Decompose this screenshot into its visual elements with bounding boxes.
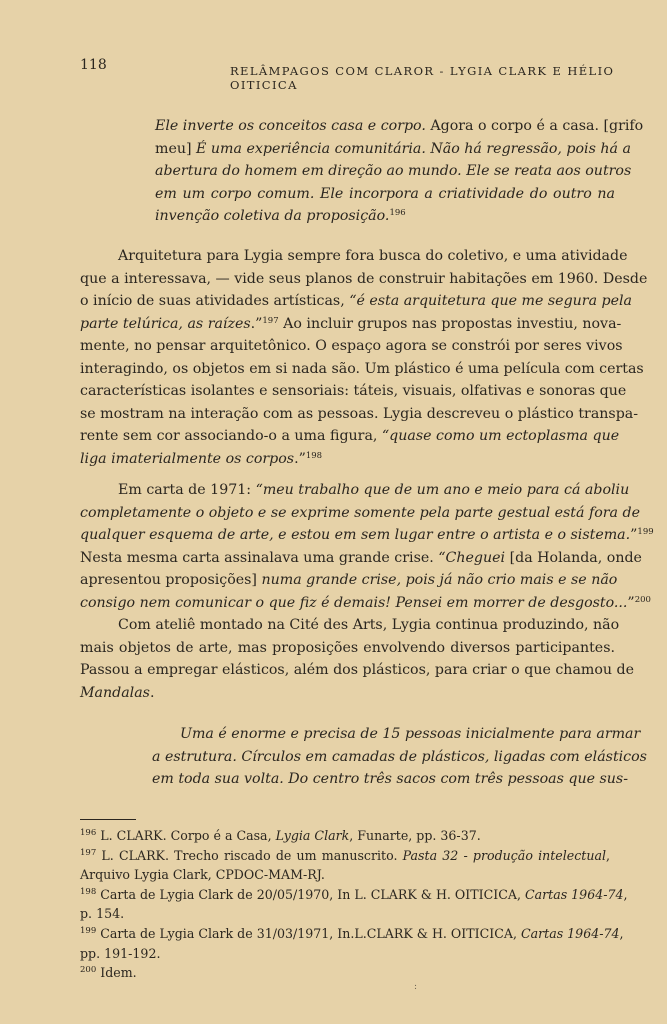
para2-line-4: Nesta mesma carta assinalava uma grande crise. “Cheguei [da Holanda, onde — [80, 549, 642, 566]
quote2-line-2: a estrutura. Círculos em camadas de plásticos, ligadas com elásticos — [152, 748, 647, 765]
quote2-line-1: Uma é enorme e precisa de 15 pessoas inicialmente para armar — [180, 726, 641, 742]
running-title: RELÂMPAGOS COM CLAROR - LYGIA CLARK E HÉLIO OITICICA — [230, 64, 615, 92]
para2-line-3: qualquer esquema de arte, e estou em sem lugar entre o artista e o sistema.”$^{199}$ — [80, 527, 654, 543]
para3-line-4: Mandalas. — [80, 684, 155, 701]
quote1-line-5: invenção coletiva da proposição.$^{196}$ — [155, 208, 406, 224]
block-quote-1 — [155, 115, 644, 228]
para2-line-5: apresentou proposições] numa grande crise, pois já não crio mais e se não — [80, 572, 618, 588]
para3-line-3: Passou a empregar elásticos, além dos plásticos, para criar o que chamou de — [80, 662, 635, 678]
para1-line-1: Arquitetura para Lygia sempre fora busca do coletivo, e uma atividade — [118, 248, 628, 264]
paragraph-3 — [80, 614, 635, 704]
quote1-line-1: Ele inverte os conceitos casa e corpo. Agora o corpo é a casa. [grifo — [155, 118, 644, 134]
para1-line-6: interagindo, os objetos em si nada são. Um plástico é uma película com certas — [80, 360, 644, 377]
quote1-line-2: meu] É uma experiência comunitária. Não há regressão, pois há a — [155, 140, 631, 157]
footnote-ref-200: 200 — [634, 594, 651, 605]
footnote-ref-199: 199 — [637, 527, 654, 537]
paragraph-1 — [80, 245, 648, 470]
page-mark: : — [414, 982, 418, 992]
footnotes — [80, 826, 628, 983]
quote1-line-3: abertura do homem em direção ao mundo. Ele se reata aos outros — [155, 163, 632, 179]
footnote-separator — [80, 819, 136, 820]
quote1-line-4: em um corpo comum. Ele incorpora a criatividade do outro na — [155, 185, 615, 202]
block-quote-2 — [152, 723, 647, 791]
footnote-ref-197: 197 — [262, 315, 279, 326]
page-number: 118 — [80, 57, 107, 73]
para1-line-4: parte telúrica, as raízes.”$^{197}$ Ao incluir grupos nas propostas investiu, nova- — [80, 315, 622, 332]
footnote-ref-198: 198 — [305, 450, 323, 461]
para3-line-2: mais objetos de arte, mas proposições envolvendo diversos participantes. — [80, 639, 615, 656]
footnote-198: $^{198}$ Carta de Lygia Clark de 20/05/1970, In L. CLARK & H. OITICICA, Cartas 1964-74, p. 154. — [80, 886, 628, 922]
para3-line-1: Com ateliê montado na Cité des Arts, Lygia continua produzindo, não — [118, 617, 620, 633]
para2-line-6: consigo nem comunicar o que fiz é demais! Pensei em morrer de desgosto...”$^{200}$ — [80, 594, 651, 611]
footnote-ref-196: 196 — [389, 208, 406, 218]
para1-line-9: rente sem cor associando-o a uma figura, “quase como um ectoplasma que — [80, 428, 620, 444]
footnote-196: $^{196}$ L. CLARK. Corpo é a Casa, Lygia Clark, Funarte, pp. 36-37. — [80, 828, 481, 843]
footnote-200: $^{200}$ Idem. — [80, 965, 137, 981]
para1-line-3: o início de suas atividades artísticas, “é esta arquitetura que me segura pela — [80, 293, 633, 309]
para2-line-2: completamente o objeto e se exprime somente pela parte gestual está fora de — [80, 504, 640, 521]
para2-line-1: Em carta de 1971: “meu trabalho que de um ano e meio para cá aboliu — [118, 482, 630, 498]
para1-line-5: mente, no pensar arquitetônico. O espaço agora se constrói por seres vivos — [80, 338, 623, 354]
para1-line-2: que a interessava, — vide seus planos de construir habitações em 1960. Desde — [80, 270, 648, 287]
quote2-line-3: em toda sua volta. Do centro três sacos com três pessoas que sus- — [152, 771, 629, 787]
paragraph-2 — [80, 479, 654, 614]
footnote-199: $^{199}$ Carta de Lygia Clark de 31/03/1971, In.L.CLARK & H. OITICICA, Cartas 1964-74, pp. 191-192. — [80, 925, 624, 961]
para1-line-7: características isolantes e sensoriais: táteis, visuais, olfativas e sonoras que — [80, 383, 627, 399]
footnote-197: $^{197}$ L. CLARK. Trecho riscado de um manuscrito. Pasta 32 - produção intelectual, Arquivo Lygia Clark, CPDOC-MAM-RJ. — [80, 847, 610, 883]
para1-line-8: se mostram na interação com as pessoas. Lygia descreveu o plástico transpa- — [80, 405, 639, 422]
para1-line-10: liga imaterialmente os corpos.”$^{198}$ — [80, 450, 323, 467]
